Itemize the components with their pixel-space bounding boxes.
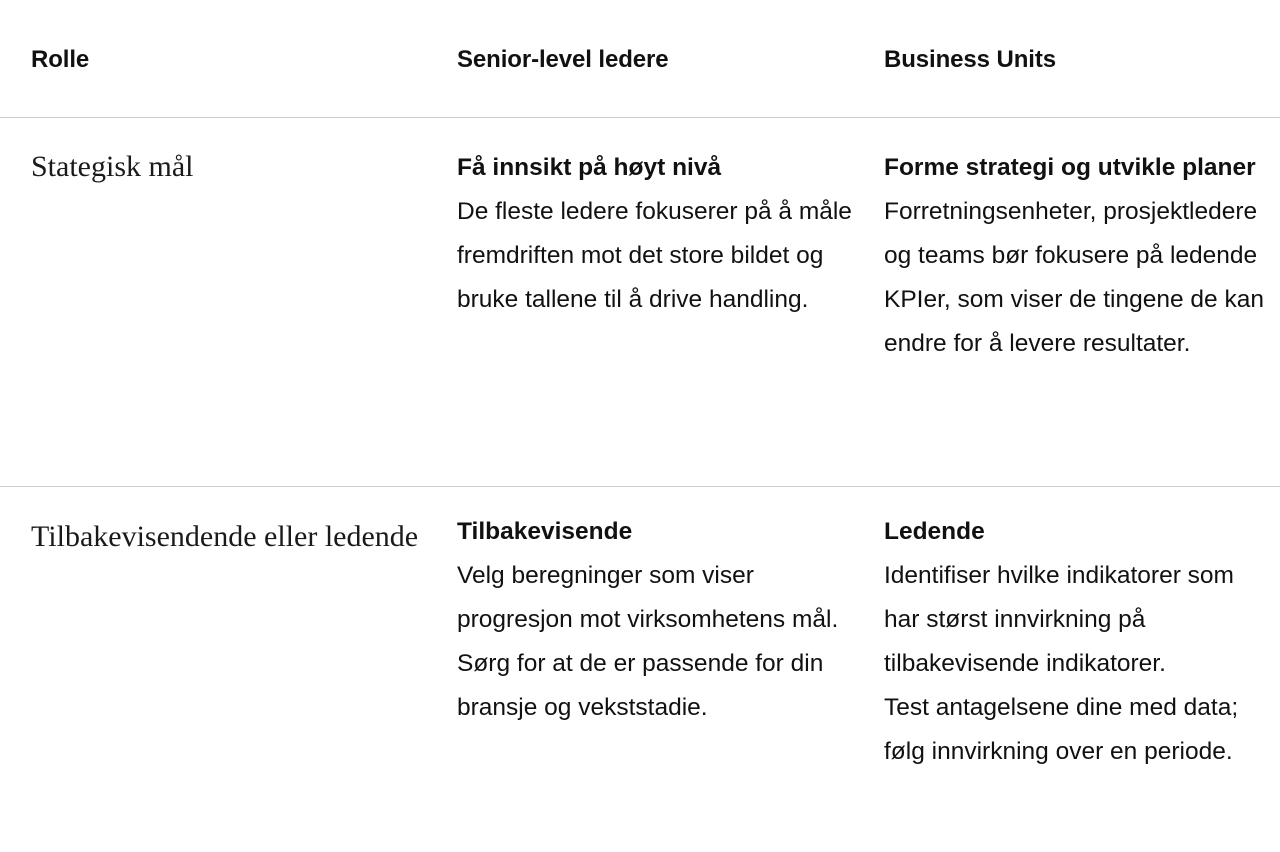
header-senior-level-ledere: Senior-level ledere	[457, 46, 669, 73]
senior-cell-text: De fleste ledere fokuserer på å måle fremdriften mot det store bildet og bruke tallene til å drive handling.	[457, 198, 852, 313]
business-cell-text: Identifiser hvilke indikatorer som har størst innvirkning på tilbakevisende indikatorer.	[884, 562, 1234, 677]
business-cell	[884, 146, 1274, 366]
row-label: Stategisk mål	[31, 150, 194, 183]
senior-cell-text-2: Sørg for at de er passende for din bransje og vekststadie.	[457, 650, 824, 721]
business-cell	[884, 510, 1274, 774]
senior-cell-title: Tilbakevisende	[457, 518, 633, 545]
business-cell-text-2: Test antagelsene dine med data; følg innvirkning over en periode.	[884, 694, 1239, 765]
table-row	[0, 118, 1280, 486]
senior-cell-text: Velg beregninger som viser progresjon mot virksomhetens mål.	[457, 562, 839, 633]
business-cell-title: Forme strategi og utvikle planer	[884, 154, 1256, 181]
table-header-row	[0, 0, 1280, 118]
business-cell-title: Ledende	[884, 518, 985, 545]
senior-cell	[457, 510, 857, 730]
header-rolle: Rolle	[31, 46, 90, 73]
business-cell-text: Forretningsenheter, prosjektledere og teams bør fokusere på ledende KPIer, som viser de tingene de kan endre for å levere resultater.	[884, 198, 1264, 357]
senior-cell	[457, 146, 857, 322]
senior-cell-title: Få innsikt på høyt nivå	[457, 154, 722, 181]
table-row	[0, 486, 1280, 852]
row-label: Tilbakevisendende eller ledende	[31, 520, 419, 553]
header-business-units: Business Units	[884, 46, 1056, 73]
